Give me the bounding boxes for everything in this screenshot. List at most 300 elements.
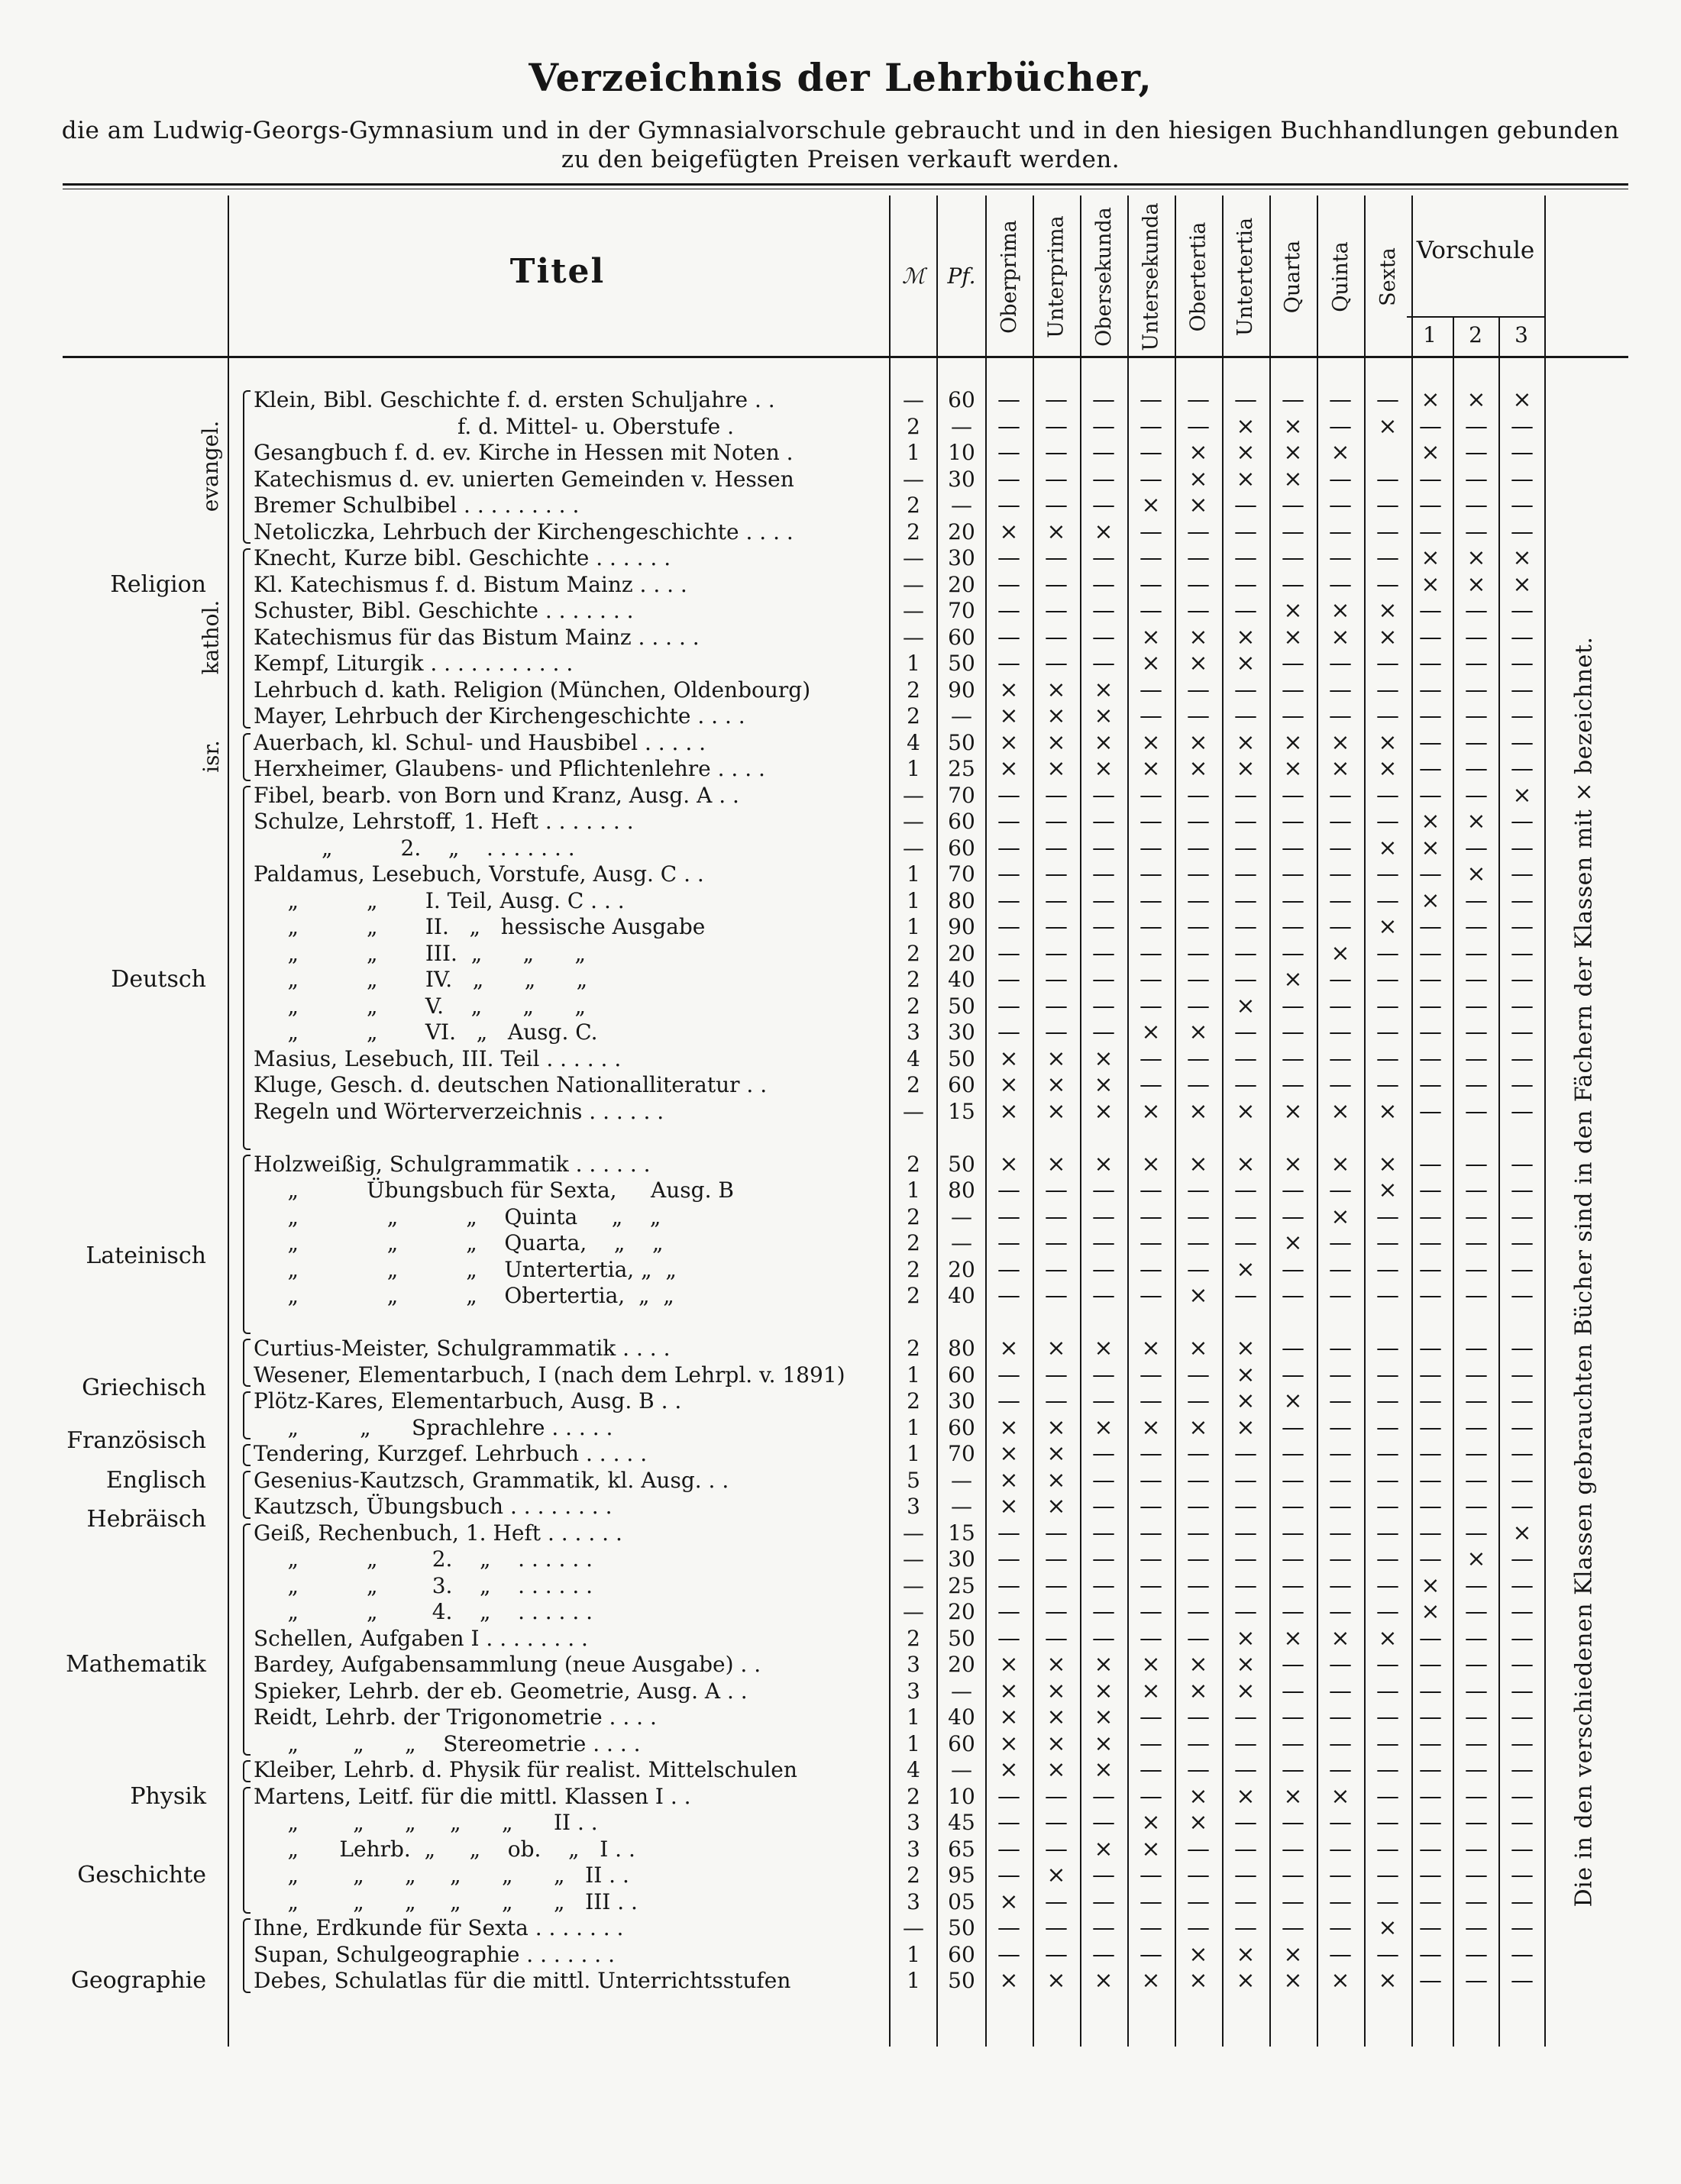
table-row [0, 1152, 1681, 1178]
class-cell: — [1092, 1914, 1115, 1941]
vorschule-cell: — [1465, 1097, 1488, 1125]
vorschule-cell: — [1419, 913, 1442, 940]
vorschule-cell: — [1419, 992, 1442, 1019]
class-cell: — [1329, 1598, 1352, 1625]
side-note-text: Die in den verschiedenen Klassen gebrauchten Bücher sind in den Fächern der Klassen mit × bezeichnet. [1570, 636, 1598, 1907]
vorschule-cell: — [1465, 887, 1488, 914]
vorschule-cell: × [1421, 1598, 1440, 1625]
book-title: „ „ „ Quinta „ „ [254, 1203, 661, 1229]
class-cell: — [1329, 1071, 1352, 1098]
price-pf: 30 [948, 1388, 975, 1413]
vorschule-cell: — [1511, 1361, 1534, 1388]
vorschule-cell: — [1465, 1519, 1488, 1546]
price-mark: 1 [907, 1441, 920, 1466]
class-cell: — [1045, 939, 1068, 967]
book-title: Wesener, Elementarbuch, I (nach dem Lehrpl. v. 1891) [254, 1362, 845, 1388]
table-row [0, 1626, 1681, 1653]
class-cell: × [1378, 1624, 1398, 1652]
class-cell: — [1282, 1203, 1304, 1230]
class-cell: — [1187, 781, 1210, 809]
class-cell: — [1045, 465, 1068, 493]
vorschule-cell: — [1511, 1704, 1534, 1730]
price-pf: 70 [948, 598, 975, 623]
table-row [0, 835, 1681, 862]
class-cell: — [1234, 1229, 1257, 1256]
vorschule-cell: — [1419, 703, 1442, 729]
class-cell: — [1376, 465, 1399, 493]
class-cell: — [1140, 1388, 1162, 1414]
class-cell: — [1045, 1203, 1068, 1230]
class-cell: — [1092, 992, 1115, 1019]
class-cell: — [1140, 1493, 1162, 1520]
class-cell: — [1045, 992, 1068, 1019]
class-cell: — [1140, 439, 1162, 466]
class-cell: — [1140, 1045, 1162, 1072]
class-cell: — [1187, 1203, 1210, 1230]
class-cell: — [1045, 1255, 1068, 1283]
book-title: „ „ II. „ hessische Ausgabe [254, 914, 706, 939]
class-cell: × [999, 1967, 1019, 1994]
book-title: Katechismus für das Bistum Mainz . . . . . [254, 624, 700, 650]
class-cell: × [1330, 1782, 1350, 1810]
price-mark: 2 [907, 1151, 920, 1177]
price-pf: 20 [948, 1652, 975, 1677]
class-cell: — [1092, 386, 1115, 413]
class-cell: — [1282, 1255, 1304, 1283]
vorschule-cell: — [1465, 1361, 1488, 1388]
vorschule-cell: × [1421, 1572, 1440, 1599]
vorschule-cell: — [1465, 1624, 1488, 1652]
vorschule-cell: — [1511, 1466, 1534, 1494]
class-cell: — [1234, 1572, 1257, 1599]
class-cell: — [1234, 492, 1257, 519]
class-cell: × [1141, 729, 1161, 756]
vorschule-cell: — [1419, 1282, 1442, 1309]
top-rule [63, 183, 1628, 186]
class-cell: × [1188, 623, 1208, 651]
class-cell: × [1236, 1388, 1256, 1414]
class-cell: — [1329, 1440, 1352, 1467]
class-cell: — [1140, 1361, 1162, 1388]
class-cell: — [1376, 808, 1399, 835]
class-cell: — [997, 966, 1020, 993]
class-cell: — [1376, 992, 1399, 1019]
vorschule-cell: — [1511, 1045, 1534, 1072]
vorschule-cell: — [1465, 1071, 1488, 1098]
vorschule-cell: × [1466, 808, 1486, 835]
class-cell: × [1094, 1730, 1114, 1757]
class-cell: — [997, 1914, 1020, 1941]
price-pf: — [951, 1467, 972, 1493]
class-cell: — [1140, 1598, 1162, 1625]
class-cell: — [1329, 1835, 1352, 1863]
vorschule-cell: — [1511, 623, 1534, 651]
class-cell: × [1046, 1730, 1066, 1757]
table-row [0, 1125, 1681, 1152]
class-cell: — [1282, 518, 1304, 545]
class-cell: × [1378, 1150, 1398, 1178]
class-cell: — [1187, 676, 1210, 703]
class-cell: — [1376, 1361, 1399, 1388]
class-cell: — [1329, 1229, 1352, 1256]
class-cell: — [1282, 1704, 1304, 1730]
book-title: Spieker, Lehrb. der eb. Geometrie, Ausg. A . . [254, 1678, 748, 1704]
vorschule-cell: — [1511, 1598, 1534, 1625]
class-cell: × [999, 1413, 1019, 1441]
price-pf: 30 [948, 466, 975, 492]
vorschule-cell: — [1465, 597, 1488, 624]
vorschule-cell: — [1419, 1835, 1442, 1863]
price-pf: 80 [948, 1178, 975, 1203]
class-cell: — [1282, 703, 1304, 729]
book-title: „ „ V. „ „ „ [254, 993, 586, 1019]
class-cell: — [1282, 1413, 1304, 1441]
table-row [0, 545, 1681, 572]
price-mark: 3 [907, 1494, 920, 1519]
class-cell: — [1187, 808, 1210, 835]
class-cell: × [1046, 1677, 1066, 1704]
price-mark: 3 [907, 1810, 920, 1835]
class-cell: × [1330, 623, 1350, 651]
table-row [0, 1046, 1681, 1073]
class-cell: × [1283, 1967, 1303, 1994]
vorschule-cell: — [1419, 518, 1442, 545]
class-cell: — [1329, 1809, 1352, 1836]
class-cell: — [1187, 1572, 1210, 1599]
class-cell: × [1236, 1967, 1256, 1994]
class-cell: × [1188, 1097, 1208, 1125]
class-cell: — [1329, 1282, 1352, 1309]
vorschule-cell: × [1421, 834, 1440, 861]
table-row [0, 1362, 1681, 1389]
class-cell: — [1376, 1203, 1399, 1230]
class-cell: × [1046, 1704, 1066, 1730]
book-title: Auerbach, kl. Schul- und Hausbibel . . . . . [254, 729, 706, 755]
class-cell: — [1092, 1519, 1115, 1546]
class-cell: — [1282, 1177, 1304, 1203]
class-cell: × [1046, 1466, 1066, 1494]
class-cell: — [1376, 1335, 1399, 1362]
table-row [0, 440, 1681, 467]
class-cell: × [1141, 755, 1161, 782]
class-cell: — [997, 808, 1020, 835]
class-cell: × [1236, 755, 1256, 782]
class-cell: × [1094, 703, 1114, 729]
class-cell: × [1283, 623, 1303, 651]
class-cell: — [1045, 808, 1068, 835]
class-cell: — [1045, 781, 1068, 809]
class-cell: × [1046, 1413, 1066, 1441]
price-mark: 2 [907, 413, 920, 439]
class-cell: — [1282, 1756, 1304, 1783]
class-cell: — [1187, 1071, 1210, 1098]
class-header [1033, 200, 1080, 353]
class-cell: — [1282, 1282, 1304, 1309]
class-cell: — [1092, 1940, 1115, 1968]
class-cell: × [1330, 1967, 1350, 1994]
class-cell: — [1045, 439, 1068, 466]
class-cell: — [1187, 412, 1210, 440]
class-cell: — [997, 1940, 1020, 1968]
class-cell: — [1234, 518, 1257, 545]
class-cell: × [1046, 1150, 1066, 1178]
class-cell: × [1283, 755, 1303, 782]
class-cell: — [1140, 518, 1162, 545]
vorschule-cell: — [1465, 492, 1488, 519]
book-title: „ „ I. Teil, Ausg. C . . . [254, 887, 625, 913]
class-cell: × [1188, 1677, 1208, 1704]
vorschule-cell: — [1419, 623, 1442, 651]
vorschule-cell: — [1419, 1677, 1442, 1704]
price-pf: 60 [948, 387, 975, 412]
class-cell: × [999, 1150, 1019, 1178]
class-cell: × [1188, 1282, 1208, 1309]
class-cell: — [1329, 650, 1352, 677]
table-row [0, 861, 1681, 888]
class-cell: — [1329, 465, 1352, 493]
vorschule-cell: — [1511, 1546, 1534, 1572]
table-row [0, 1863, 1681, 1889]
class-header-label: Quarta [1281, 240, 1305, 313]
vorschule-cell: — [1511, 1809, 1534, 1836]
class-cell: × [1141, 1019, 1161, 1045]
book-title: Fibel, bearb. von Born und Kranz, Ausg. A . . [254, 782, 739, 808]
price-mark: — [903, 598, 924, 623]
vorschule-cell: × [1466, 861, 1486, 887]
vorschule-header: Vorschule [1416, 237, 1535, 264]
class-cell: — [1092, 1624, 1115, 1652]
class-cell: — [1187, 1835, 1210, 1863]
class-cell: — [1140, 808, 1162, 835]
vorschule-cell: × [1421, 887, 1440, 914]
class-cell: — [1045, 1546, 1068, 1572]
price-pf: 25 [948, 1572, 975, 1598]
class-cell: — [1329, 1546, 1352, 1572]
class-cell: — [1282, 781, 1304, 809]
class-cell: × [1330, 755, 1350, 782]
class-cell: — [1376, 1255, 1399, 1283]
price-pf: 90 [948, 677, 975, 703]
table-row [0, 1257, 1681, 1284]
vorschule-cell: — [1465, 729, 1488, 756]
price-pf: 60 [948, 1414, 975, 1440]
subject-label: Hebräisch [86, 1506, 206, 1533]
vorschule-cell: — [1511, 755, 1534, 782]
price-mark: 2 [907, 967, 920, 992]
class-cell: × [1330, 729, 1350, 756]
class-cell: × [1141, 1097, 1161, 1125]
class-cell: — [1045, 1388, 1068, 1414]
class-cell: — [997, 1282, 1020, 1309]
class-cell: × [1188, 650, 1208, 677]
table-row [0, 519, 1681, 546]
class-cell: — [1092, 808, 1115, 835]
class-cell: × [1188, 755, 1208, 782]
class-cell: — [1092, 966, 1115, 993]
class-header-label: Unterprima [1044, 215, 1068, 338]
vorschule-cell: — [1419, 966, 1442, 993]
price-pf: 20 [948, 1599, 975, 1624]
price-pf: 15 [948, 1520, 975, 1546]
class-cell: — [1376, 1493, 1399, 1520]
vorschule-cell: — [1465, 1229, 1488, 1256]
class-cell: — [1234, 1203, 1257, 1230]
price-pf: 10 [948, 1783, 975, 1809]
class-cell: — [1329, 966, 1352, 993]
class-cell: × [1094, 1756, 1114, 1783]
class-cell: — [997, 1255, 1020, 1283]
price-pf: 70 [948, 1441, 975, 1466]
class-cell: — [997, 544, 1020, 571]
vorschule-cell: — [1419, 1624, 1442, 1652]
class-cell: — [1234, 913, 1257, 940]
class-cell: — [997, 1177, 1020, 1203]
class-cell: — [1282, 1730, 1304, 1757]
price-mark: 1 [907, 1362, 920, 1388]
vorschule-cell: — [1419, 1229, 1442, 1256]
class-cell: — [997, 1835, 1020, 1863]
price-pf: 15 [948, 1098, 975, 1124]
vorschule-cell: — [1419, 1888, 1442, 1915]
price-mark: 2 [907, 677, 920, 703]
class-cell: × [1094, 1335, 1114, 1362]
book-title: Schellen, Aufgaben I . . . . . . . . [254, 1625, 588, 1651]
class-cell: — [1234, 1071, 1257, 1098]
class-cell: — [1187, 1598, 1210, 1625]
class-cell: × [1094, 1677, 1114, 1704]
book-title: „ „ „ Obertertia, „ „ [254, 1283, 674, 1308]
book-title: Herxheimer, Glaubens- und Pflichtenlehre . . . . [254, 756, 765, 781]
price-pf: 50 [948, 1915, 975, 1940]
class-cell: — [1376, 1940, 1399, 1968]
class-cell: × [1188, 729, 1208, 756]
class-cell: — [1045, 650, 1068, 677]
class-cell: × [1236, 1361, 1256, 1388]
table-row [0, 651, 1681, 677]
price-mark: 2 [907, 1388, 920, 1413]
class-cell: — [1282, 861, 1304, 887]
price-pf: 30 [948, 1546, 975, 1572]
class-cell: — [1045, 1177, 1068, 1203]
class-cell: — [1092, 597, 1115, 624]
class-cell: — [1045, 887, 1068, 914]
class-cell: — [1234, 676, 1257, 703]
class-cell: — [1187, 861, 1210, 887]
class-cell: — [1140, 597, 1162, 624]
table-row [0, 1968, 1681, 1995]
class-cell: × [1236, 1413, 1256, 1441]
vorschule-cell: — [1465, 1677, 1488, 1704]
table-row [0, 1441, 1681, 1468]
class-cell: — [1140, 1624, 1162, 1652]
class-cell: — [1187, 939, 1210, 967]
price-mark: 2 [907, 519, 920, 544]
class-cell: — [1234, 781, 1257, 809]
col-mark-header: ℳ [902, 263, 925, 289]
book-title: Kl. Katechismus f. d. Bistum Mainz . . . . [254, 571, 687, 597]
class-cell: — [1282, 939, 1304, 967]
table-row [0, 1942, 1681, 1969]
class-cell: — [1140, 1071, 1162, 1098]
price-mark: 1 [907, 756, 920, 781]
class-cell: — [1187, 1862, 1210, 1888]
subject-label: Deutsch [111, 966, 206, 993]
class-cell: × [1141, 1413, 1161, 1441]
book-title: Bremer Schulbibel . . . . . . . . . [254, 493, 580, 518]
class-cell: — [1329, 834, 1352, 861]
class-cell: — [997, 1546, 1020, 1572]
class-cell: — [997, 623, 1020, 651]
price-mark: — [903, 1599, 924, 1624]
class-cell: — [997, 1598, 1020, 1625]
vorschule-cell: × [1421, 544, 1440, 571]
price-mark: — [903, 1546, 924, 1572]
class-cell: × [1236, 1651, 1256, 1678]
class-cell: × [1188, 465, 1208, 493]
class-cell: × [1283, 1097, 1303, 1125]
class-cell: — [1045, 966, 1068, 993]
book-title: Ihne, Erdkunde für Sexta . . . . . . . [254, 1915, 624, 1940]
vorschule-cell: — [1465, 913, 1488, 940]
class-cell: — [1092, 1388, 1115, 1414]
class-cell: — [1187, 966, 1210, 993]
table-row [0, 1099, 1681, 1126]
vorschule-cell: — [1465, 1335, 1488, 1362]
class-cell: — [1329, 1255, 1352, 1283]
price-pf: 50 [948, 1045, 975, 1071]
class-cell: — [1092, 781, 1115, 809]
class-cell: — [1282, 570, 1304, 598]
class-cell: — [997, 492, 1020, 519]
class-header-label: Obersekunda [1091, 206, 1116, 347]
price-mark: 4 [907, 729, 920, 755]
vorschule-cell: — [1465, 966, 1488, 993]
class-cell: — [1092, 1255, 1115, 1283]
subject-label: Englisch [105, 1466, 206, 1494]
price-pf: 50 [948, 1968, 975, 1993]
price-pf: 65 [948, 1836, 975, 1862]
class-cell: — [1045, 1624, 1068, 1652]
class-cell: — [1376, 1466, 1399, 1494]
book-title: f. d. Mittel- u. Oberstufe . [254, 413, 734, 439]
book-title: Geiß, Rechenbuch, 1. Heft . . . . . . [254, 1520, 622, 1546]
class-cell: — [1045, 412, 1068, 440]
class-cell: — [1140, 1704, 1162, 1730]
class-cell: × [999, 676, 1019, 703]
class-cell: — [1282, 1862, 1304, 1888]
book-title: Mayer, Lehrbuch der Kirchengeschichte . . . . [254, 703, 745, 729]
vorschule-cell: × [1466, 386, 1486, 413]
class-cell: — [997, 1361, 1020, 1388]
class-cell: × [999, 1704, 1019, 1730]
price-mark: 1 [907, 1414, 920, 1440]
class-cell: × [1378, 913, 1398, 940]
book-title: Reidt, Lehrb. der Trigonometrie . . . . [254, 1704, 657, 1730]
vorschule-cell: — [1465, 1019, 1488, 1045]
vorschule-cell: — [1465, 1756, 1488, 1783]
book-title: Kluge, Gesch. d. deutschen Nationalliteratur . . [254, 1072, 768, 1097]
price-pf: — [951, 1494, 972, 1519]
class-cell: — [997, 781, 1020, 809]
class-cell: — [1282, 1809, 1304, 1836]
class-cell: — [1376, 861, 1399, 887]
vorschule-cell: — [1465, 1388, 1488, 1414]
vorschule-cell: — [1511, 1914, 1534, 1941]
class-cell: × [1283, 1624, 1303, 1652]
table-row [0, 1652, 1681, 1678]
class-cell: × [1330, 597, 1350, 624]
class-cell: — [1045, 913, 1068, 940]
